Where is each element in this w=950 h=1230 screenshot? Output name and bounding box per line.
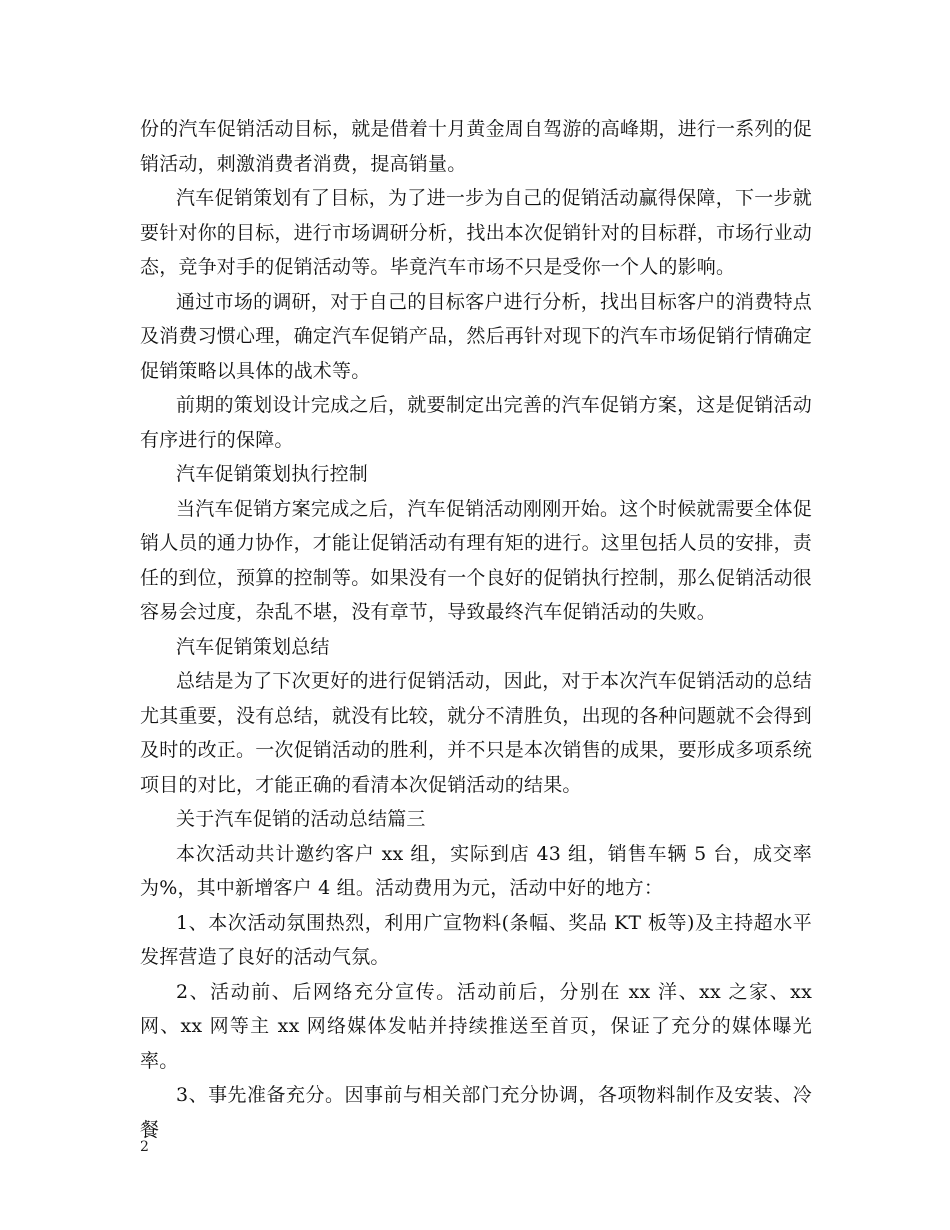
paragraph-2: 汽车促销策划有了目标，为了进一步为自己的促销活动赢得保障，下一步就要针对你的目标，进行市场调研分析，找出本次促销针对的目标群，市场行业动态，竞争对手的促销活动等。毕竟汽车市场不只是受你一个人的影响。	[140, 187, 813, 278]
paragraph-6: 当汽车促销方案完成之后，汽车促销活动刚刚开始。这个时候就需要全体促销人员的通力协作，才能让促销活动有理有矩的进行。这里包括人员的安排，责任的到位，预算的控制等。如果没有一个良好的促销执行控制，那么促销活动很容易会过度，杂乱不堪，没有章节，导致最终汽车促销活动的失败。	[140, 497, 813, 623]
document-body	[140, 112, 812, 1147]
paragraph-4: 前期的策划设计完成之后，就要制定出完善的汽车促销方案，这是促销活动有序进行的保障。	[140, 394, 812, 451]
list-item-1: 1、本次活动氛围热烈，利用广宣物料(条幅、奖品 KT 板等)及主持超水平发挥营造了良好的活动气氛。	[140, 911, 812, 968]
paragraph-1: 份的汽车促销活动目标，就是借着十月黄金周自驾游的高峰期，进行一系列的促销活动，刺激消费者消费，提高销量。	[140, 118, 813, 175]
section-heading-execution-control: 汽车促销策划执行控制	[176, 463, 369, 485]
list-item-2: 2、活动前、后网络充分宣传。活动前后，分别在 xx 洋、xx 之家、xx 网、xx 网等主 xx 网络媒体发帖并持续推送至首页，保证了充分的媒体曝光率。	[140, 980, 812, 1072]
list-item-3: 3、事先准备充分。因事前与相关部门充分协调，各项物料制作及安装、冷餐	[140, 1084, 812, 1141]
page-number: 2	[140, 1139, 149, 1155]
paragraph-3: 通过市场的调研，对于自己的目标客户进行分析，找出目标客户的消费特点及消费习惯心理，确定汽车促销产品，然后再针对现下的汽车市场促销行情确定促销策略以具体的战术等。	[140, 290, 813, 382]
section-heading-summary: 汽车促销策划总结	[176, 635, 330, 658]
paragraph-10: 本次活动共计邀约客户 xx 组，实际到店 43 组，销售车辆 5 台，成交率为%，其中新增客户 4 组。活动费用为元，活动中好的地方：	[140, 842, 812, 899]
section-heading-part-three: 关于汽车促销的活动总结篇三	[176, 808, 426, 830]
paragraph-8: 总结是为了下次更好的进行促销活动，因此，对于本次汽车促销活动的总结尤其重要，没有总结，就没有比较，就分不清胜负，出现的各种问题就不会得到及时的改正。一次促销活动的胜利，并不只是本次销售的成果，要形成多项系统项目的对比，才能正确的看清本次促销活动的结果。	[140, 670, 813, 796]
